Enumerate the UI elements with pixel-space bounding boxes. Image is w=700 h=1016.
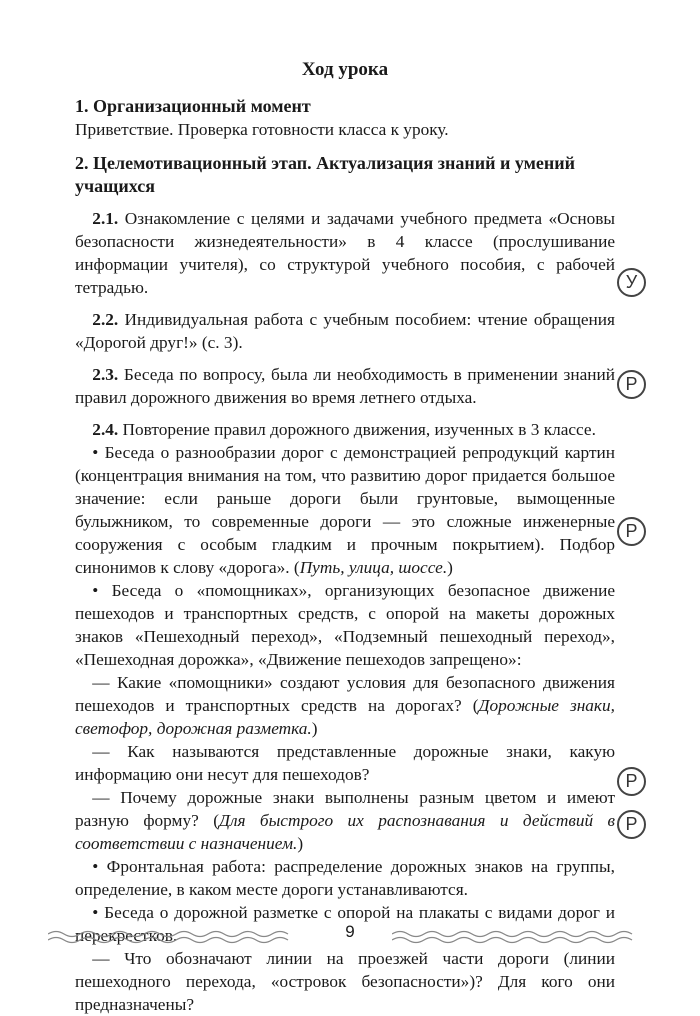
left-wave-ornament-icon [48, 928, 298, 944]
page-number: 9 [345, 922, 355, 941]
marker-r-icon: Р [617, 810, 646, 839]
question-text: — Какие «помощники» создают условия для безопасного движения пешеходов и транспортных средств на дорогах? ( [75, 673, 615, 715]
section-1-text: Приветствие. Проверка готовности класса к уроку. [75, 120, 449, 139]
item-number: 2.4. [92, 420, 119, 439]
answer-italic: Путь, улица, шоссе. [299, 558, 448, 577]
question-2 [75, 740, 615, 786]
bullet-text: • Беседа о разнообразии дорог с демонстрацией репродукций картин (концентрация внимания на том, что развитию дорог придается большое значение: если раньше дороги были грунтовые, вымощенные булыжником, то современные дороги — это сложные инженерные сооружения с особым гладким и прочным покрытием). Подбор синонимов к слову «дорога». ( [75, 443, 615, 577]
section-1-heading: 1. Организационный момент [75, 96, 311, 116]
right-wave-ornament-icon [392, 928, 642, 944]
bullet-roads [75, 441, 615, 579]
marker-r-icon: Р [617, 517, 646, 546]
bracket: ) [447, 558, 453, 577]
answer-italic: Для быстрого их распознавания и действий в соответствии с назначением. [75, 811, 615, 853]
bracket: ) [297, 834, 304, 853]
bracket: ) [311, 719, 318, 738]
item-number: 2.1. [92, 209, 119, 228]
question-4 [75, 947, 615, 1016]
item-text: Повторение правил дорожного движения, изученных в 3 классе. [122, 420, 596, 439]
question-text: — Что обозначают линии на проезжей части дороги (линии пешеходного перехода, «островок безопасности»)? Для кого они предназначены? [75, 949, 615, 1014]
item-text: Беседа по вопросу, была ли необходимость в применении знаний правил дорожного движения во время летнего отдыха. [75, 365, 615, 407]
answer-italic: Дорожные знаки, светофор, дорожная разметка. [75, 696, 615, 738]
question-text: — Как называются представленные дорожные знаки, какую информацию они несут для пешеходов? [75, 742, 615, 784]
lesson-content [75, 58, 615, 1016]
item-text: Ознакомление с целями и задачами учебного предмета «Основы безопасности жизнедеятельности» в 4 классе (прослушивание информации учителя), со структурой учебного пособия, с рабочей тетрадью. [75, 209, 615, 297]
section-2-heading: 2. Целемотивационный этап. Актуализация знаний и умений учащихся [75, 153, 575, 196]
page-title: Ход урока [301, 59, 389, 80]
question-3 [75, 786, 615, 855]
marker-r-icon: Р [617, 370, 646, 399]
item-text: Индивидуальная работа с учебным пособием: чтение обращения «Дорогой друг!» (с. 3). [75, 310, 615, 352]
item-number: 2.2. [92, 310, 119, 329]
bullet-text: • Фронтальная работа: распределение дорожных знаков на группы, определение, в каком месте дороги устанавливаются. [75, 857, 615, 899]
bullet-text: • Беседа о дорожной разметке с опорой на плакаты с видами дорог и перекрестков. [75, 903, 615, 945]
bullet-helpers [75, 579, 615, 671]
item-2-4 [75, 418, 615, 441]
item-2-3 [75, 363, 615, 409]
question-1 [75, 671, 615, 740]
page-footer [0, 920, 700, 950]
item-2-1 [75, 207, 615, 299]
item-number: 2.3. [92, 365, 119, 384]
bullet-text: • Беседа о «помощниках», организующих безопасное движение пешеходов и транспортных средств, с опорой на макеты дорожных знаков «Пешеходный переход», «Подземный пешеходный переход», «Пешеходная дорожка», «Движение пешеходов запрещено»: [75, 581, 615, 669]
item-2-2 [75, 308, 615, 354]
bullet-frontal-work [75, 855, 615, 901]
marker-u-icon: У [617, 268, 646, 297]
marker-r-icon: Р [617, 767, 646, 796]
question-text: — Почему дорожные знаки выполнены разным цветом и имеют разную форму? ( [75, 788, 615, 830]
